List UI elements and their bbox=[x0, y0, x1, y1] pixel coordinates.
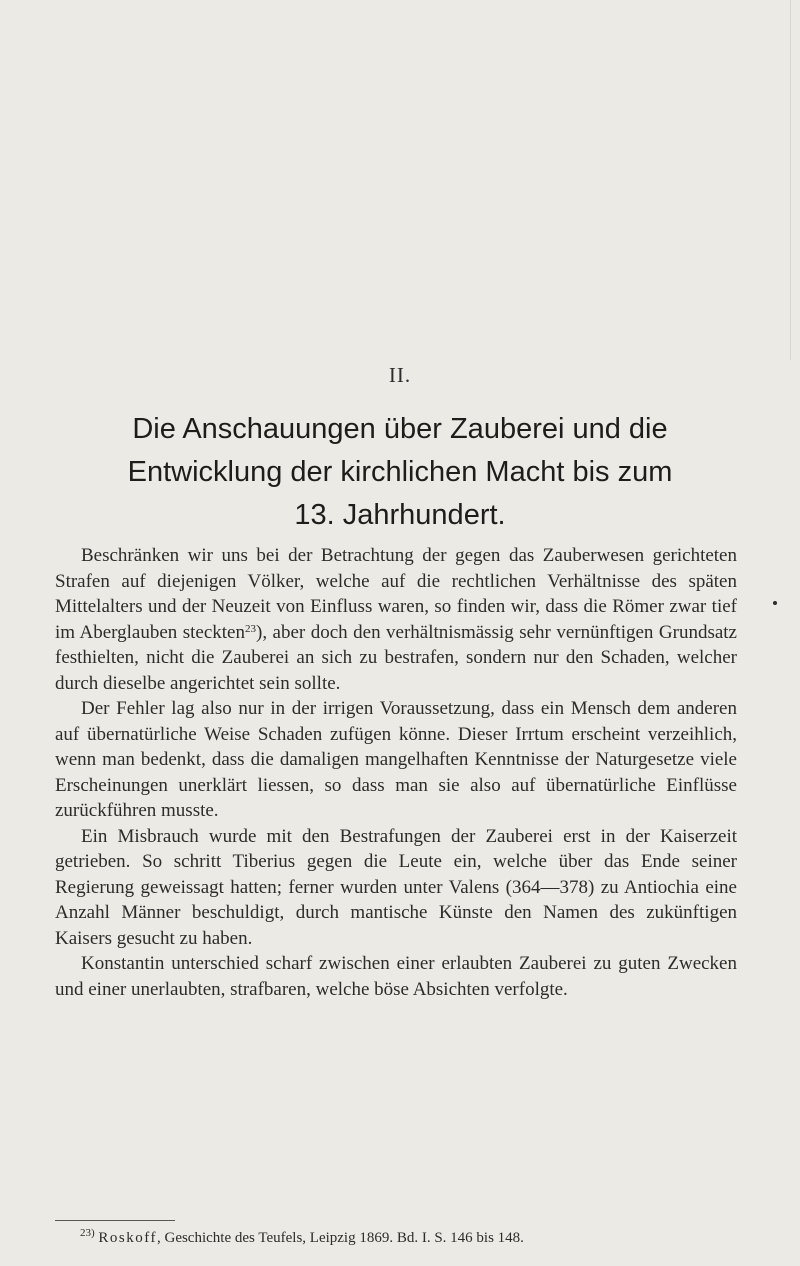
chapter-title bbox=[40, 408, 760, 537]
chapter-title-line: Entwicklung der kirchlichen Macht bis zum bbox=[127, 456, 673, 488]
footnote-marker: 23) bbox=[80, 1227, 95, 1239]
paragraph: Konstantin unterschied scharf zwischen einer erlaubten Zauberei zu guten Zwecken und einer unerlaubten, strafbaren, welche böse Absichten verfolgte. bbox=[55, 953, 737, 1000]
body-text bbox=[55, 543, 737, 1002]
margin-mark bbox=[773, 601, 777, 605]
scan-edge-line bbox=[790, 0, 791, 360]
paragraph-text: ), aber doch den verhältnismässig sehr vernünftigen Grundsatz festhielten, nicht die Zauberei an sich zu bestrafen, sondern nur den Schaden, welcher durch dieselbe angerichtet sein sollte. bbox=[55, 621, 737, 694]
footnote-text: , Geschichte des Teufels, Leipzig 1869. Bd. I. S. 146 bis 148. bbox=[156, 1230, 524, 1246]
paragraph: Ein Misbrauch wurde mit den Bestrafungen der Zauberei erst in der Kaiserzeit getrieben. So schritt Tiberius gegen die Leute ein, welche über das Ende seiner Regierung geweissagt hatten; ferner wurden unter Valens (364—378) zu Antiochia eine Anzahl Männer beschuldigt, durch mantische Künste den Namen des zukünftigen Kaisers gesucht zu haben. bbox=[55, 825, 737, 949]
footnote-divider bbox=[55, 1220, 175, 1221]
footnote bbox=[80, 1228, 760, 1248]
paragraph-text: Beschränken wir uns bei der Betrachtung der gegen das Zauberwesen gerichteten Strafen auf diejenigen Völker, welche auf die rechtlichen Verhältnisse des späten Mittelalters und der Neuzeit von Einfluss waren, so finden wir, dass die Römer zwar tief im Aberglauben steckten bbox=[55, 545, 737, 643]
chapter-title-line: 13. Jahrhundert. bbox=[294, 499, 506, 531]
footnote-author: Roskoff bbox=[98, 1230, 157, 1246]
paragraph: Der Fehler lag also nur in der irrigen Voraussetzung, dass ein Mensch dem anderen auf übernatürliche Weise Schaden zufügen könne. Dieser Irrtum erscheint verzeihlich, wenn man bedenkt, dass die damaligen mangelhaften Kenntnisse der Naturgesetze viele Erscheinungen unerklärt liessen, so dass man sie also auf übernatürliche Einflüsse zurückführen musste. bbox=[55, 698, 737, 821]
chapter-title-line: Die Anschauungen über Zauberei und die bbox=[132, 413, 668, 445]
footnote-ref[interactable]: 23 bbox=[245, 622, 256, 635]
chapter-number: II. bbox=[388, 363, 412, 387]
paragraph bbox=[55, 543, 737, 696]
